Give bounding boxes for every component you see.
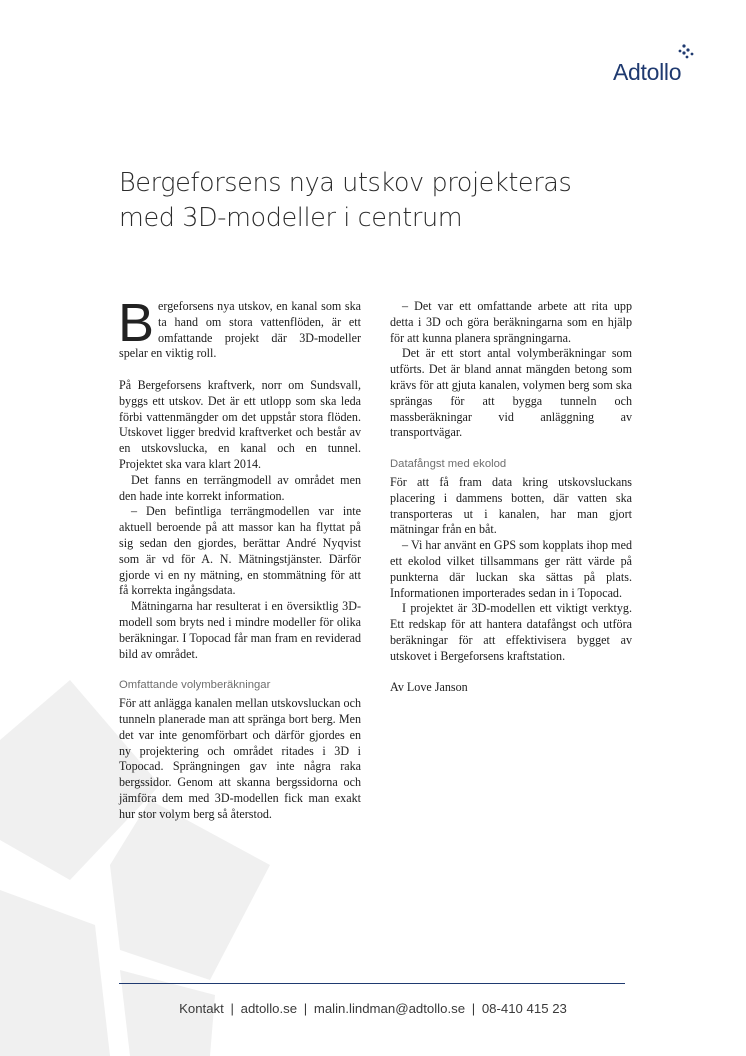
footer-divider bbox=[119, 983, 625, 984]
body-paragraph: – Vi har använt en GPS som kopplats ihop med ett ekolod vilket tillsammans ger rätt värde på punkterna där luckan ska sättas på plats. Informationen importerades sedan in i Topocad. bbox=[390, 538, 632, 600]
adtollo-logo bbox=[613, 43, 708, 93]
body-paragraph: – Det var ett omfattande arbete att rita upp detta i 3D och göra beräkningarna som en hjälp för att kunna planera sprängningarna. bbox=[390, 299, 632, 345]
website-link[interactable]: adtollo.se bbox=[240, 1001, 298, 1016]
contact-label: Kontakt bbox=[179, 1001, 224, 1016]
body-paragraph: – Den befintliga terrängmodellen var inte aktuell beroende på att massor kan ha flyttat på sig sedan den gjordes, berättar André Nyqvist som är vd för A. N. Mätningstjänster. Därför gjorde vi en ny mätning, en stommätning för att få korrekta ingångsdata. bbox=[119, 504, 361, 598]
footer-contact bbox=[0, 1001, 746, 1016]
body-paragraph: I projektet är 3D-modellen ett viktigt verktyg. Ett redskap för att hantera datafångst och utföra beräkningar för att effektivisera bygget av utskovet i Bergeforsens kraftstation. bbox=[390, 601, 632, 663]
page-title bbox=[119, 166, 639, 236]
drop-cap: B bbox=[118, 293, 155, 353]
phone-number: 08-410 415 23 bbox=[481, 1001, 567, 1016]
body-paragraph: På Bergeforsens kraftverk, norr om Sundsvall, byggs ett utskov. Det är ett utlopp som ska leda förbi vattenmängder om det uppstår stora flöden. Utskovet ligger bredvid kraftverket och består av en utskovslucka, en kanal och en tunnel. Projektet ska vara klart 2014. bbox=[119, 377, 361, 471]
body-paragraph: Det är ett stort antal volymberäkningar som utförts. Det är bland annat mängden betong som krävs för att gjuta kanalen, volymen berg som ska sprängas för att bygga tunneln och massberäkningar vid anläggning av transportvägar. bbox=[390, 346, 632, 440]
article-column-left bbox=[118, 293, 361, 823]
section-heading-volumes: Omfattande volymberäkningar bbox=[119, 679, 271, 692]
body-paragraph: Mätningarna har resulterat i en översiktlig 3D-modell som bryts ned i mindre modeller för olika beräkningar. I Topocad får man fram en reviderad bild av området. bbox=[119, 599, 361, 661]
email-link[interactable]: malin.lindman@adtollo.se bbox=[313, 1001, 466, 1016]
footer-separator: | bbox=[303, 1001, 308, 1016]
body-paragraph: Det fanns en terrängmodell av området men den hade inte korrekt information. bbox=[119, 472, 361, 503]
section-heading-echo-sounder: Datafångst med ekolod bbox=[390, 458, 507, 471]
body-paragraph: För att få fram data kring utskovsluckans placering i dammens botten, där vatten ska transporteras ut i kanalen, har man gjort mätningar från en båt. bbox=[390, 474, 632, 537]
title-line-1: Bergeforsens nya utskov projekteras bbox=[119, 168, 572, 198]
article-column-right bbox=[390, 299, 632, 696]
title-line-2: med 3D-modeller i centrum bbox=[119, 203, 463, 233]
footer-separator: | bbox=[471, 1001, 476, 1016]
footer-separator: | bbox=[230, 1001, 234, 1016]
byline: Av Love Janson bbox=[390, 680, 468, 695]
body-paragraph: För att anlägga kanalen mellan utskovsluckan och tunneln planerade man att spränga bort berg. Men det var inte genomförbart och därför gjordes en ny projektering och området ritades i 3D i Topocad. Sprängningen gav inte några raka bergssidor. Genom att skanna bergssidorna och jämföra dem med 3D-modellen fick man exakt hur stor volym berg så återstod. bbox=[119, 696, 361, 821]
logo-text: Adtollo bbox=[613, 59, 682, 85]
lead-paragraph bbox=[118, 293, 361, 362]
lead-text: ergeforsens nya utskov, en kanal som ska ta hand om stora vattenflöden, är ett omfattande projekt där 3D-modeller spelar en viktig roll. bbox=[119, 299, 361, 361]
